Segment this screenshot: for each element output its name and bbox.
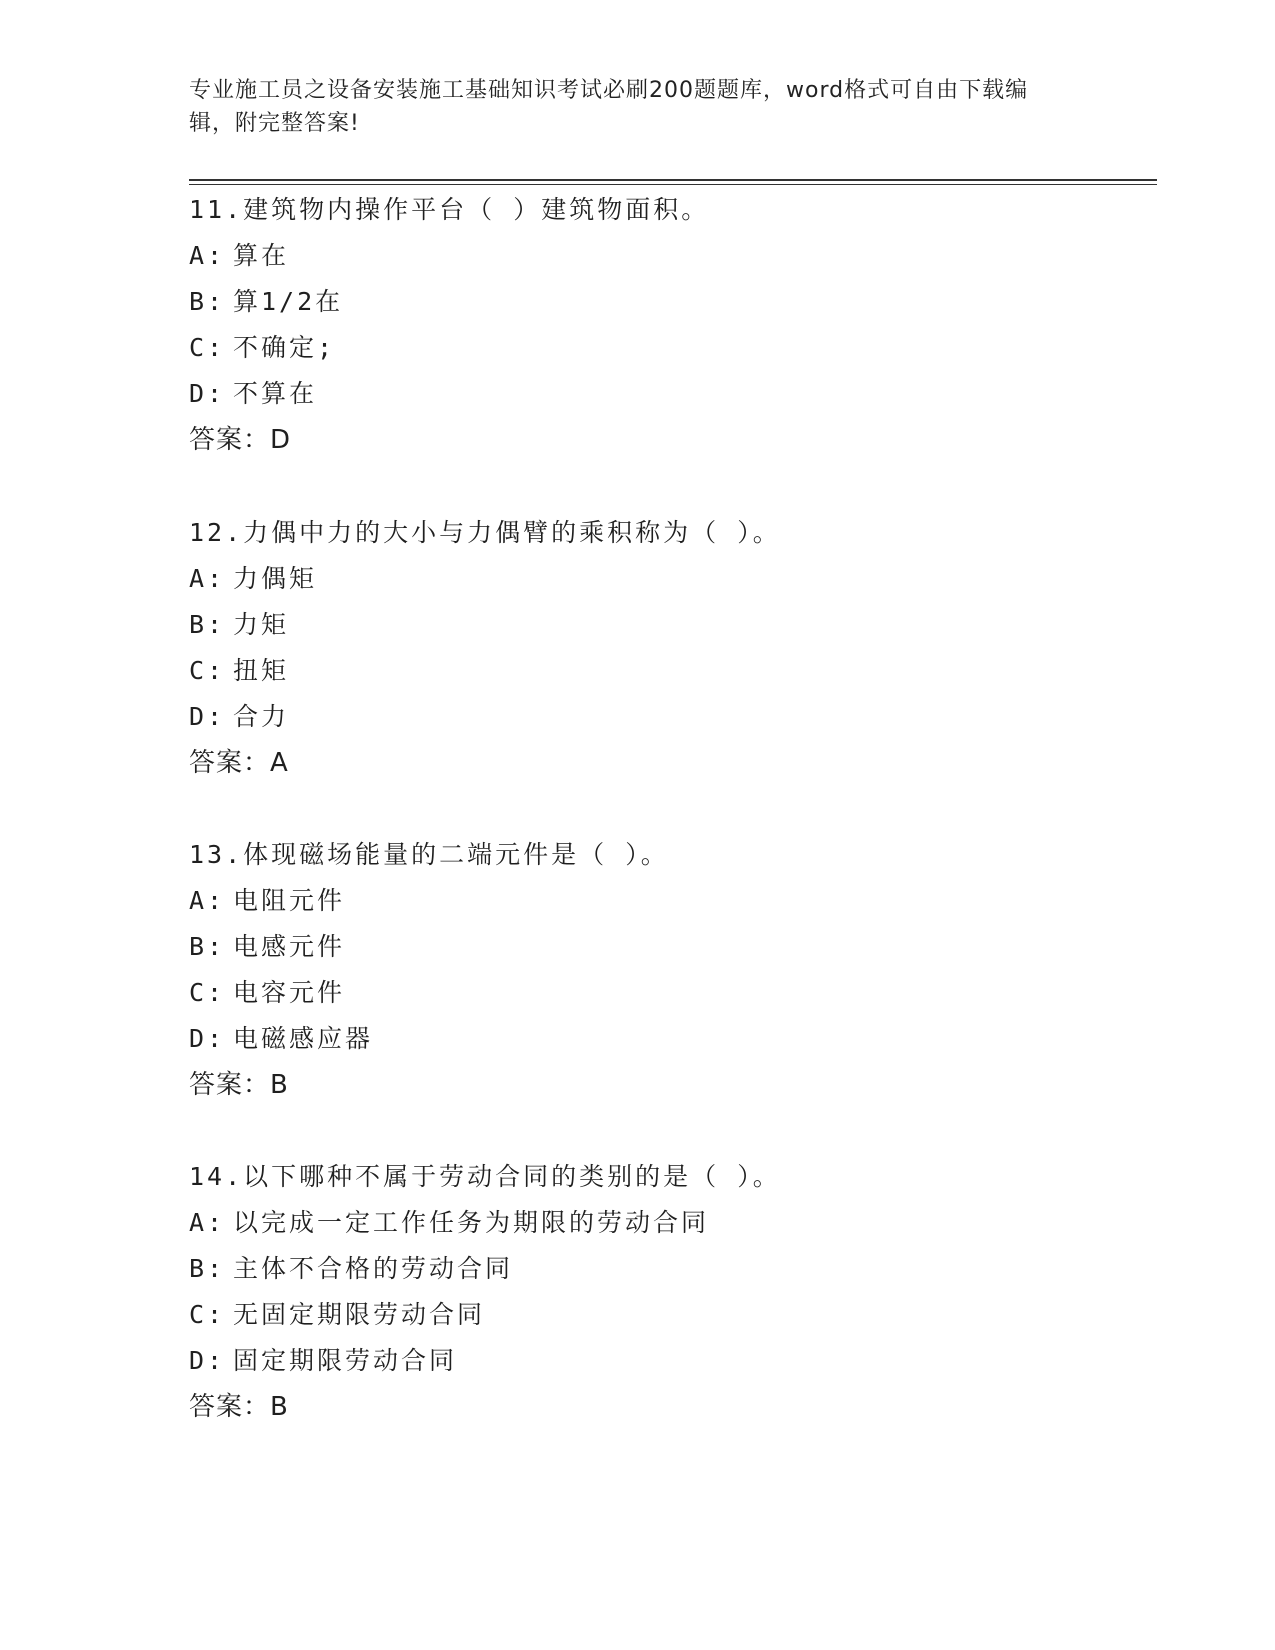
option-key: A:	[189, 241, 226, 270]
option-b	[189, 602, 1157, 648]
question-12	[189, 510, 1157, 786]
option-text: 力偶矩	[233, 564, 318, 593]
option-text: 算1/2在	[233, 287, 344, 316]
option-key: A:	[189, 1208, 226, 1237]
question-14	[189, 1154, 1157, 1430]
question-stem: 14.以下哪种不属于劳动合同的类别的是（ ）。	[189, 1162, 781, 1191]
option-c	[189, 325, 1157, 371]
option-key: A:	[189, 564, 226, 593]
option-b	[189, 924, 1157, 970]
option-d	[189, 371, 1157, 417]
option-text: 电感元件	[233, 932, 346, 961]
option-text: 电阻元件	[233, 886, 346, 915]
option-text: 电容元件	[233, 978, 346, 1007]
option-text: 以完成一定工作任务为期限的劳动合同	[233, 1208, 710, 1237]
header-divider	[189, 179, 1157, 181]
option-text: 力矩	[233, 610, 290, 639]
answer: 答案：B	[189, 1070, 289, 1100]
option-key: B:	[189, 932, 226, 961]
option-key: B:	[189, 287, 226, 316]
option-key: A:	[189, 886, 226, 915]
option-text: 扭矩	[233, 656, 290, 685]
option-text: 合力	[233, 702, 290, 731]
question-stem: 11.建筑物内操作平台（ ）建筑物面积。	[189, 195, 710, 224]
option-c	[189, 970, 1157, 1016]
option-c	[189, 1292, 1157, 1338]
answer: 答案：B	[189, 1392, 289, 1422]
option-text: 固定期限劳动合同	[233, 1346, 458, 1375]
option-d	[189, 694, 1157, 740]
option-a	[189, 878, 1157, 924]
option-key: D:	[189, 702, 226, 731]
option-a	[189, 233, 1157, 279]
option-text: 主体不合格的劳动合同	[233, 1254, 514, 1283]
option-c	[189, 648, 1157, 694]
option-d	[189, 1338, 1157, 1384]
question-13	[189, 832, 1157, 1108]
option-key: C:	[189, 1300, 226, 1329]
option-a	[189, 1200, 1157, 1246]
header-divider-thin	[189, 184, 1157, 185]
answer: 答案：A	[189, 748, 289, 778]
option-key: B:	[189, 610, 226, 639]
question-11	[189, 187, 1157, 463]
option-key: C:	[189, 978, 226, 1007]
option-key: C:	[189, 333, 226, 362]
option-b	[189, 1246, 1157, 1292]
option-key: B:	[189, 1254, 226, 1283]
option-key: D:	[189, 1346, 226, 1375]
document-header: 专业施工员之设备安装施工基础知识考试必刷200题题库，word格式可自由下载编辑，附完整答案!	[189, 78, 1029, 136]
option-key: D:	[189, 1024, 226, 1053]
question-stem: 12.力偶中力的大小与力偶臂的乘积称为（ ）。	[189, 518, 781, 547]
answer: 答案：D	[189, 425, 292, 455]
option-a	[189, 556, 1157, 602]
option-b	[189, 279, 1157, 325]
option-key: D:	[189, 379, 226, 408]
question-stem: 13.体现磁场能量的二端元件是（ ）。	[189, 840, 669, 869]
option-text: 不确定;	[233, 333, 336, 362]
option-text: 电磁感应器	[233, 1024, 374, 1053]
option-d	[189, 1016, 1157, 1062]
option-text: 不算在	[233, 379, 318, 408]
option-key: C:	[189, 656, 226, 685]
option-text: 无固定期限劳动合同	[233, 1300, 486, 1329]
option-text: 算在	[233, 241, 290, 270]
